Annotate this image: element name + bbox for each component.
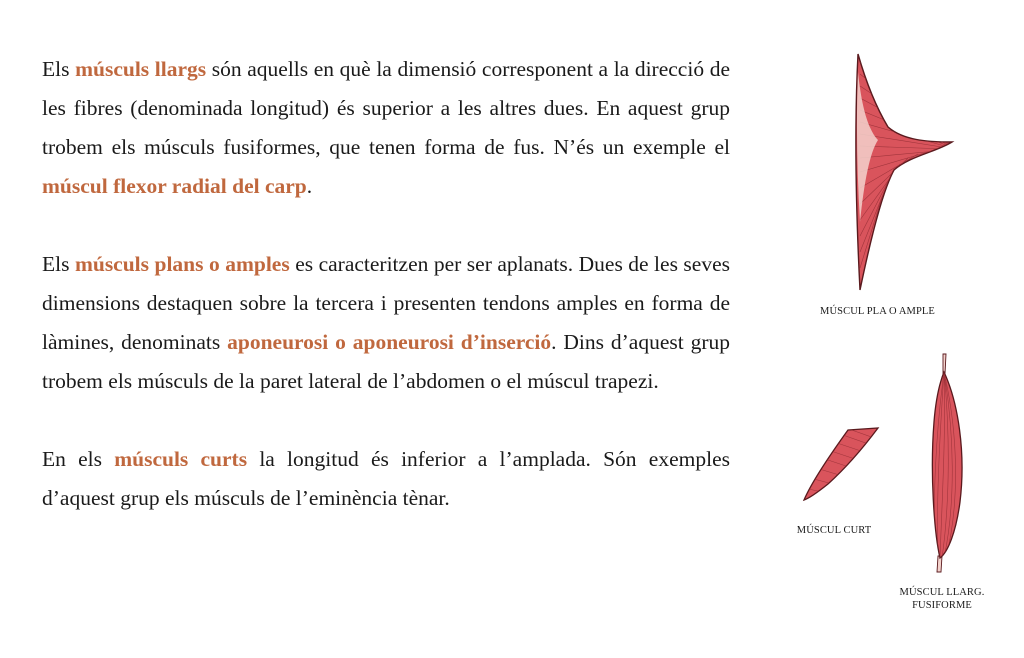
caption-long-muscle-line1: MÚSCUL LLARG.	[899, 587, 985, 598]
text-run: En els	[42, 447, 115, 471]
term-aponeurosis: aponeurosi o aponeurosi d’inserció	[227, 330, 552, 354]
text-run: . Dins d’aquest grup trobem els músculs de la paret lateral de l’abdomen o el múscul trapezi.	[42, 330, 730, 393]
text-column	[42, 50, 730, 557]
text-run: la longitud és inferior a l’amplada. Són exemples d’aquest grup els músculs de l’eminència tènar.	[42, 447, 730, 510]
caption-flat-muscle: MÚSCUL PLA O AMPLE	[820, 306, 935, 317]
caption-long-muscle-line2: FUSIFORME	[912, 600, 972, 611]
term-short-muscles: músculs curts	[114, 447, 248, 471]
paragraph-short-muscles	[42, 440, 730, 518]
term-flat-muscles: músculs plans o amples	[74, 252, 290, 276]
paragraph-flat-muscles	[42, 245, 730, 401]
text-run: Els	[42, 57, 76, 81]
text-run: .	[306, 174, 313, 198]
text-run: Els	[42, 252, 75, 276]
caption-short-muscle: MÚSCUL CURT	[796, 525, 872, 536]
caption-long-muscle	[882, 586, 1002, 612]
fusiform-muscle-icon	[924, 352, 968, 574]
flat-muscle-icon	[848, 52, 958, 294]
text-run: es caracteritzen per ser aplanats. Dues de les seves dimensions destaquen sobre la tercera i presenten tendons amples en forma de làmines, denominats	[42, 252, 730, 354]
paragraph-long-muscles	[42, 50, 730, 206]
term-flexor-carpi-radialis: múscul flexor radial del carp	[42, 174, 307, 198]
short-muscle-icon	[800, 420, 882, 504]
term-long-muscles: músculs llargs	[75, 57, 207, 81]
text-run: són aquells en què la dimensió corresponent a la direcció de les fibres (denominada longitud) és superior a les altres dues. En aquest grup trobem els músculs fusiformes, que tenen forma de fus. N’és un exemple el	[42, 57, 730, 159]
